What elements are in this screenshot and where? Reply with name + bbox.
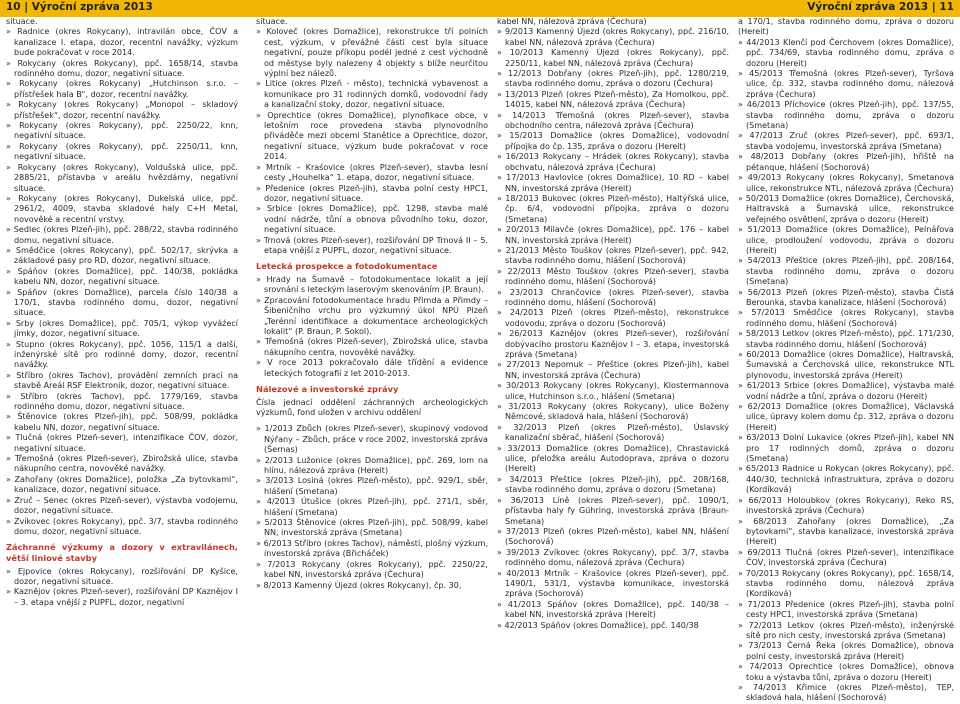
list-item: » 8/2013 Kamenný Újezd (okres Rokycany), čp. 30,: [256, 581, 488, 591]
list-item: » 61/2013 Srbice (okres Domažlice), výstavba malé vodní nádrže a tůní, zpráva o dozoru (Hereit): [738, 381, 954, 402]
list-item: » 15/2013 Domažlice (okres Domažlice), vodovodní přípojka do čp. 135, zpráva o dozoru (Hereit): [497, 131, 729, 152]
column-4: [738, 17, 954, 704]
header-right: Výroční zpráva 2013 | 11: [807, 1, 954, 13]
list-item: » 13/2013 Plzeň (okres Plzeň-město), Za Homolkou, ppč. 14015, kabel NN, nálezová zpráva (Čechura): [497, 90, 729, 111]
list-item: » 42/2013 Spáňov (okres Domažlice), ppč. 140/38: [497, 621, 729, 631]
list-item: » Spáňov (okres Domažlice), parcela číslo 140/38 a 170/1, stavba rodinného domu, dozor, negativní situace.: [6, 288, 238, 319]
list-item: » 24/2013 Plzeň (okres Plzeň-město), rekonstrukce vodovodu, zpráva o dozoru (Sochorová): [497, 308, 729, 329]
list-item: » Zpracování fotodokumentace hradu Přimda a Přimdy – Šibeničního vrchu pro výzkumný úkol NPÚ Plzeň „Terénní identifikace a dokumentace archeologických lokalit“ (P. Braun, P. Sokol).: [256, 296, 488, 338]
list-item: » Rokycany (okres Rokycany) „Hutchinson s.r.o. – přístřešek hala B“, dozor, recentní navážky.: [6, 79, 238, 100]
list-item: » 5/2013 Štěnovice (okres Plzeň-jih), ppč. 508/99, kabel NN, investorská zpráva (Smetana): [256, 518, 488, 539]
list-item: » 34/2013 Přeštice (okres Plzeň-jih), ppč. 208/168, stavba rodinného domu, zpráva o dozoru (Smetana): [497, 475, 729, 496]
section-heading: Letecká prospekce a fotodokumentace: [256, 261, 438, 272]
list-item: » 14/2013 Třemošná (okres Plzeň-sever), stavba obchodního centra, nálezová zpráva (Čechura): [497, 111, 729, 132]
list-item: » 54/2013 Přeštice (okres Plzeň-jih), ppč. 208/164, stavba rodinného domu, zpráva o dozoru (Smetana): [738, 256, 954, 287]
list-item: » 22/2013 Město Touškov (okres Plzeň-sever), stavba rodinného domu, hlášení (Sochorová): [497, 267, 729, 288]
list-item: » 57/2013 Smědčice (okres Rokycany), stavba rodinného domu, hlášení (Sochorová): [738, 308, 954, 329]
list-item: » 37/2013 Plzeň (okres Plzeň-město), kabel NN, hlášení (Sochorová): [497, 527, 729, 548]
list-item: » 45/2013 Třemošná (okres Plzeň-sever), Tyršova ulice, čp. 332, stavba rodinného domu, nálezová zpráva (Čechura): [738, 69, 954, 100]
list-item: » 16/2013 Rokycany – Hrádek (okres Rokycany), stavba obchvatu, nálezová zpráva (Čechura): [497, 152, 729, 173]
list-item: » 44/2013 Klenčí pod Čerchovem (okres Domažlice), ppč. 734/69, stavba rodinného domu, zpráva o dozoru (Hereit): [738, 38, 954, 69]
list-item: » Rokycany (okres Rokycany), ppč. 1658/14, stavba rodinného domu, dozor, negativní situace.: [6, 59, 238, 80]
section-heading: Nálezové a investorské zprávy: [256, 384, 399, 394]
list-item: » 12/2013 Dobřany (okres Plzeň-jih), ppč. 1280/219, stavba rodinného domu, zpráva o dozoru (Čechura): [497, 69, 729, 90]
list-item: » Kaznějov (okres Plzeň-sever), rozšiřování DP Kaznějov I – 3. etapa vnější z PUPFL, dozor, negativní: [6, 587, 238, 608]
paragraph: kabel NN, nálezová zpráva (Čechura): [497, 17, 647, 26]
list-item: » Srby (okres Domažlice), ppč. 705/1, výkop vyváźecí jímky, dozor, negativní situace.: [6, 319, 238, 340]
list-item: » 70/2013 Rokycany (okres Rokycany), ppč. 1658/14, stavba rodinného domu, nálezová zpráva (Kordíková): [738, 569, 954, 600]
list-item: » 23/2013 Chrančovice (okres Plzeň-sever), stavba rodinného domu, hlášení (Sochorová): [497, 288, 729, 309]
header-left: 10 | Výroční zpráva 2013: [6, 1, 153, 13]
list-item: » 50/2013 Domažlice (okres Domažlice), Čerchovská, Haltravská a Šumavská ulice, rekonstrukce veřejného osvětlení, zpráva o dozoru (Hereit): [738, 194, 954, 225]
list-item: » 71/2013 Předenice (okres Plzeň-jih), stavba polní cesty HPC1, investorská zpráva (Smetana): [738, 600, 954, 621]
list-item: » 69/2013 Tlučná (okres Plzeň-sever), intenzifikace ČOV, investorská zpráva (Čechura): [738, 548, 954, 569]
list-item: » V roce 2013 pokračovalo dále třídění a evidence leteckých fotografií z let 2010-2013.: [256, 358, 488, 379]
list-item: » 26/2013 Kaznějov (okres Plzeň-sever), rozšiřování dobývacího prostoru Kaznějov I – 3. etapa, investorská zpráva (Smetana): [497, 329, 729, 360]
list-item: » Rokycany (okres Rokycany), Voldušská ulice, ppč. 2885/21, přístavba v areálu hvězdárny, negativní situace.: [6, 163, 238, 194]
list-item: » Kolovеč (okres Domažlice), rekonstrukce tří polních cest, výzkum, v převážné části cest byla situace negativní, pouze příkopu podél jedné z cest východně od městyse byly nalezeny 4 objekty s blíže neurčitou výplní bez nálezů.: [256, 27, 488, 79]
list-item: » Třemošná (okres Plzeň-sever), Zbirožská ulice, stavba nákupního centra, novověké navážky.: [256, 337, 488, 358]
list-item: » 47/2013 Zruč (okres Plzeň-sever), ppč. 693/1, stavba vodojemu, investorská zpráva (Smetana): [738, 131, 954, 152]
list-item: » 41/2013 Spáňov (okres Domažlice), ppč. 140/38 – kabel NN, investorská zpráva (Hereit): [497, 600, 729, 621]
list-item: » Rokycany (okres Rokycany) „Monopol – skladový přístřešek“, dozor, recentní navážky.: [6, 100, 238, 121]
list-item: » 7/2013 Rokycany (okres Rokycany), ppč. 2250/22, kabel NN, investorská zpráva (Čechura): [256, 560, 488, 581]
list-item: » Zruč – Senec (okres Plzeň-sever), výstavba vodojemu, dozor, negativní situace.: [6, 496, 238, 517]
list-item: » Litice (okres Plzeň - město), technická vybavenost a komunikace pro 31 rodinných domků, vodovodní řady a kanalizační stoky, dozor, negativní situace.: [256, 79, 488, 110]
list-item: » Radnice (okres Rokycany), intravilán obce, ČOV a kanalizace I. etapa, dozor, recentní navážky, výzkum bude pokračovat v roce 2014.: [6, 27, 238, 58]
column-1: [6, 17, 238, 608]
paragraph: a 170/1, stavba rodinného domu, zpráva o dozoru (Hereit): [738, 17, 954, 37]
list-item: » 33/2013 Domažlice (okres Domažlice), Chrastavická ulice, přeložka areálu Autodoprava, zpráva o dozoru (Hereit): [497, 444, 729, 475]
list-item: » 56/2013 Plzeň (okres Plzeň-město), stavba Čistá Berounka, stavba kanalizace, hlášení (Sochorová): [738, 288, 954, 309]
list-item: » 9/2013 Kamenný Újezd (okres Rokycany), ppč. 216/10, kabel NN, nálezová zpráva (Čechura): [497, 27, 729, 48]
list-item: » 51/2013 Domažlice (okres Domažlice), Pelnářova ulice, prodloužení vodovodu, zpráva o dozoru (Hereit): [738, 225, 954, 256]
list-item: » 1/2013 Zbůch (okres Plzeň-sever), skupinový vodovod Nýřany – Zbůch, práce v roce 2002, investorská zpráva (Šernas): [256, 424, 488, 455]
list-item: » 39/2013 Zvíkovec (okres Rokycany), ppč. 3/7, stavba rodinného domu, nálezová zpráva (Čechura): [497, 548, 729, 569]
list-item: » Stříbro (okres Tachov), ppč. 1779/169, stavba rodinného domu, dozor, negativní situace.: [6, 392, 238, 413]
list-item: » 73/2013 Černá Řeka (okres Domažlice), obnova polní cesty, investorská zpráva (Hereit): [738, 641, 954, 662]
list-item: » 72/2013 Letkov (okres Plzeň-město), inženýrské sítě pro nich cesty, investorská zpráva (Smetana): [738, 621, 954, 642]
list-item: » 4/2013 Útušice (okres Plzeň-jih), ppč. 271/1, sběr, hlášení (Smetana): [256, 497, 488, 518]
paragraph: Čísla jednací oddělení záchranných archeologických výzkumů, fond uložen v archivu oddělení: [256, 397, 488, 417]
paragraph: situace.: [256, 17, 288, 26]
list-item: » 40/2013 Mrtník – Krašovice (okres Plzeň-sever), ppč. 1490/1, 531/1, výstavba komunikace, investorská zpráva (Sochorová): [497, 569, 729, 600]
list-item: » Zahořany (okres Domažlice), položka „Za bytovkami“, kanalizace, dozor, negativní situace.: [6, 475, 238, 496]
list-item: » Mrtník – Kraśovice (okres Plzeň-sever), stavba lesní cesty „Houhelka“ 1. etapa, dozor, negativní situace.: [256, 163, 488, 184]
list-item: » 36/2013 Líně (okres Plzeň-sever), ppč. 1090/1, přístavba haly fy Gühring, investorská zpráva (Braun-Smetana): [497, 496, 729, 527]
list-item: » Rokycany (okres Rokycany), Dukelská ulice, ppč. 2961/2, 4009, stavba skladové haly C+H Metal, novověké a recentní vrstvy.: [6, 194, 238, 225]
list-item: » 18/2013 Bukovec (okres Plzeň-město), Haltýřská ulice, čp. 6/4, vodovodní přípojka, zpráva o dozoru (Smetana): [497, 194, 729, 225]
column-3: [497, 17, 729, 631]
list-item: » Spáňov (okres Domažlice), ppč. 140/38, pokládka kabelu NN, dozor, negativní situace.: [6, 267, 238, 288]
list-item: » 74/2013 Křimice (okres Plzeň-město), TEP, skladová hala, hlášení (Sochorová): [738, 683, 954, 704]
list-item: » Oprechtice (okres Domažlice), plynofikace obce, v letošním roce provedena stavba plynovodního přiváděče mezi obcemi Stanětice a Oprechtice, dozor, negativní situace, výzkum bude pokračovat v roce 2014.: [256, 111, 488, 163]
paragraph: situace.: [6, 17, 38, 26]
list-item: » 58/2013 Letkov (okres Plzeň-město), ppč. 171/230, stavba rodinného domu, hlášení (Sochorová): [738, 329, 954, 350]
list-item: » 66/2013 Holoubkov (okres Rokycany), Reko RS, investorská zpráva (Čechura): [738, 496, 954, 517]
list-item: » 32/2013 Plzeň (okres Plzeň-město), Úslavský kanalizační sběrač, hlášení (Sochorová): [497, 423, 729, 444]
page-header: [0, 0, 960, 17]
column-2: [256, 17, 488, 591]
list-item: » 48/2013 Dobřany (okres Plzeň-jih), hřiště na pétanque, hlášení (Sochorová): [738, 152, 954, 173]
list-item: » Rokycany (okres Rokycany), ppč. 2250/22, knn, negativní situace.: [6, 121, 238, 142]
list-item: » Trnová (okres Plzeň-sever), rozšiřování DP Trnová II – 5. etapa vnější z PUPFL, dozor, negativní situace.: [256, 236, 488, 257]
list-item: » 49/2013 Rokycany (okres Rokycany), Smetanova ulice, rekonstrukce NTL, nálezová zpráva (Čechura): [738, 173, 954, 194]
list-item: » Stříbro (okres Tachov), provádění zemních prací na stavbě Areál RSF Elektronik, dozor, negativní situace.: [6, 371, 238, 392]
list-item: » 74/2013 Oprechtice (okres Domažlice), obnova toku a výstavba tůní, zpráva o dozoru (Hereit): [738, 662, 954, 683]
list-item: » Rokycany (okres Rokycany), ppč. 2250/11, knn, negativní situace.: [6, 142, 238, 163]
list-item: » Předenice (okres Plzeň-jih), stavba polní cesty HPC1, dozor, negativní situace.: [256, 184, 488, 205]
list-item: » 17/2013 Havlovice (okres Domažlice), 10 RD – kabel NN, investorská zpráva (Hereit): [497, 173, 729, 194]
list-item: » 68/2013 Zahořany (okres Domažlice), „Za bytovkami“, stavba kanalizace, investorská zpráva (Hereit): [738, 517, 954, 548]
list-item: » 3/2013 Losiná (okres Plzeň-město), ppč. 929/1, sběr, hlášení (Smetana): [256, 476, 488, 497]
list-item: » Tlučná (okres Plzeň-sever), intenzifikace ČOV, dozor, negativní situace.: [6, 433, 238, 454]
section-heading: Záchranné výzkumy a dozory v extravilánech, větší liniové stavby: [6, 542, 238, 563]
list-item: » Třemošná (okres Plzeň-sever), Zbirožská ulice, stavba nákupního centra, novověké navážky.: [6, 454, 238, 475]
list-item: » 62/2013 Domažlice (okres Domažlice), Václavská ulice, úpravy kolem domu čp. 312, zpráva o dozoru (Hereit): [738, 402, 954, 433]
list-item: » 10/2013 Kamenný Újezd (okres Rokycany), ppč. 2250/11, kabel NN, nálezová zpráva (Čechura): [497, 48, 729, 69]
list-item: » 6/2013 Stříbro (okres Tachov), náměstí, plošný výzkum, investorská zpráva (Břicháček): [256, 539, 488, 560]
list-item: » 21/2013 Město Touškov (okres Plzeň-sever), ppč. 942, stavba rodinného domu, hlášení (Sochorová): [497, 246, 729, 267]
list-item: » Stupno (okres Rokycany), ppč. 1056, 115/1 a další, inženýrské sítě pro rodinné domy, dozor, recentní navážky.: [6, 340, 238, 371]
list-item: » Ejpovice (okres Rokycany), rozšiřování DP Kyšice, dozor, negativní situace.: [6, 567, 238, 588]
list-item: » Smědčice (okres Rokycany), ppč. 502/17, skrývka a základové pasy pro RD, dozor, negativní situace.: [6, 246, 238, 267]
list-item: » 30/2013 Rokycany (okres Rokycany), Klostermannova ulice, Hutchinson s.r.o., hlášení (Smetana): [497, 381, 729, 402]
list-item: » Štěnovice (okres Plzeň-jih), ppč. 508/99, pokládka kabelu NN, dozor, negativní situace.: [6, 412, 238, 433]
list-item: » 20/2013 Milavče (okres Domažlice), ppč. 176 – kabel NN, investorská zpráva (Hereit): [497, 225, 729, 246]
list-item: » 46/2013 Příchovice (okres Plzeň-jih), ppč. 137/55, stavba rodinného domu, zpráva o dozoru (Smetana): [738, 100, 954, 131]
list-item: » 31/2013 Rokycany (okres Rokycany), ulice Boženy Němcové, skladová hala, hlášení (Sochorová): [497, 402, 729, 423]
list-item: » Sedlec (okres Plzeň-jih), ppč. 288/22, stavba rodinného domu, negativní situace.: [6, 225, 238, 246]
list-item: » 27/2013 Nepomuk – Přeštice (okres Plzeň-jih), kabel NN, investorská zpráva (Čechura): [497, 360, 729, 381]
list-item: » 63/2013 Dolní Lukavice (okres Plzeň-jih), kabel NN pro 17 rodinných domů, zpráva o dozoru (Smetana): [738, 433, 954, 464]
list-item: » Hrady na Šumavě – fotodokumentace lokalit a její srovnání s leteckým laserovým skenováním (P. Braun).: [256, 275, 488, 296]
list-item: » 2/2013 Lužonice (okres Domažlice), ppč. 269, lom na hlínu, nálezová zpráva (Hereit): [256, 456, 488, 477]
list-item: » Srbice (okres Domažlice), ppč. 1298, stavba malé vodní nádrže, tůní a obnova původního toku, dozor, negativní situace.: [256, 204, 488, 235]
list-item: » 65/2013 Radnice u Rokycan (okres Rokycany), ppč. 440/30, technická infrastruktura, zpráva o dozoru (Kordíková): [738, 464, 954, 495]
list-item: » 60/2013 Domažlice (okres Domažlice), Haltravská, Šumavská a Čerchovská ulice, rekonstrukce NTL plynovodu, investorská zpráva (Hereit): [738, 350, 954, 381]
list-item: » Zvíkovec (okres Rokycany), ppč. 3/7, stavba rodinného domu, dozor, negativní situace.: [6, 517, 238, 538]
